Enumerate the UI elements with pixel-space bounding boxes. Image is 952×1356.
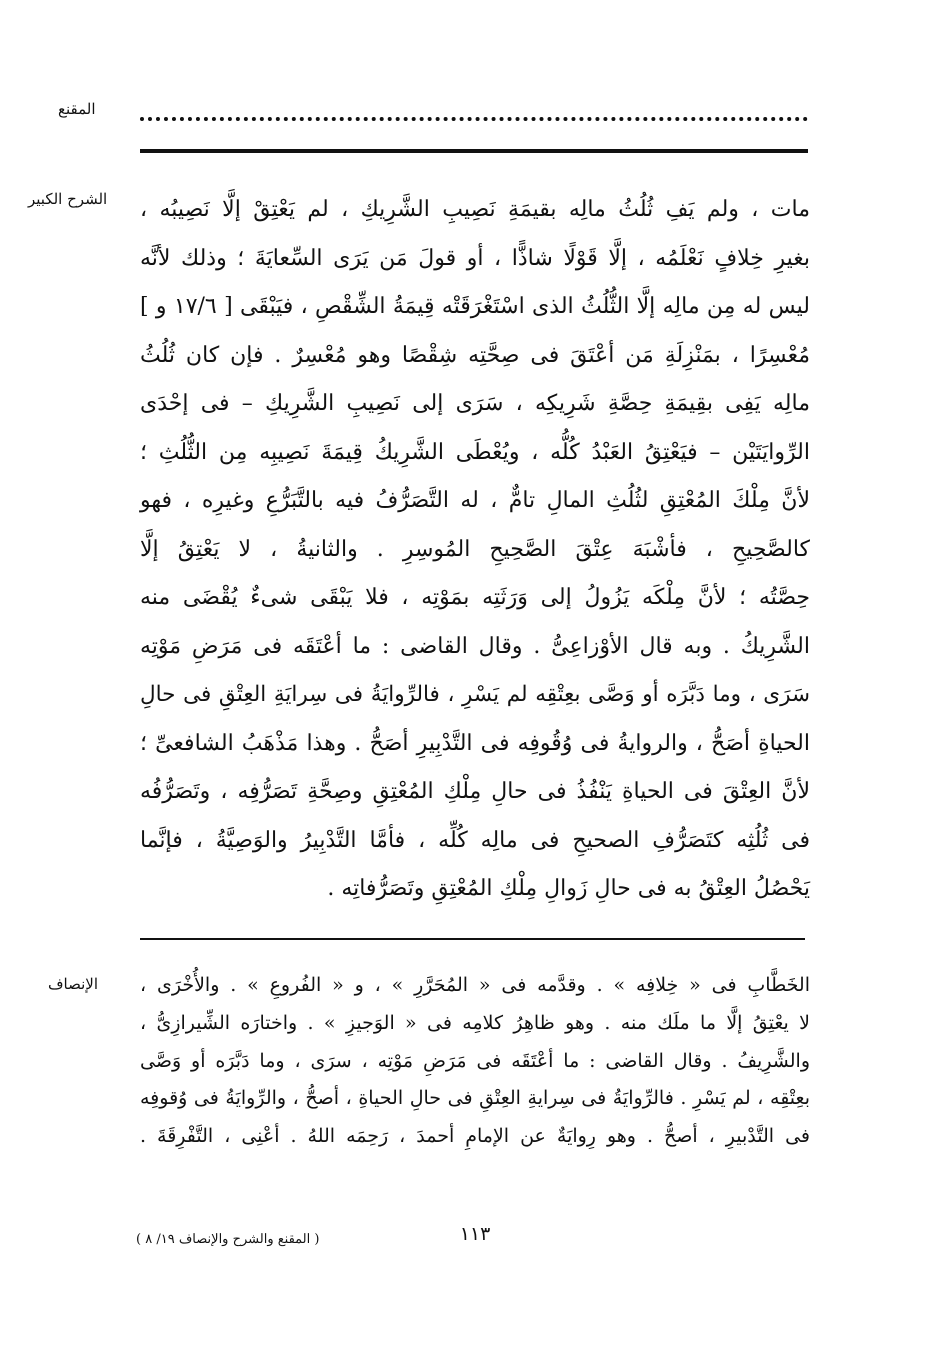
text-line: بعِتْقِه ، لم يَسْرِ . فالرِّوايَةُ فى سِرايةِ العِتْقِ فى حالِ الحياةِ ، أصحُّ ، والرِّوايَةُ فى وُقوفِه [140,1087,810,1110]
text-line: الشَّرِيكُ . وبه قال الأوْزاعِىُّ . وقال القاضى : ما أعْتَقَه فى مَرَضِ مَوْتِه [140,633,810,659]
text-line: لأنَّ مِلْكَ المُعْتِقِ لثُلُثِ المالِ تامٌّ ، له التَّصَرُّفُ فيه بالتَّبَرُّعِ وغيرِه ، فهو [140,488,810,513]
sharh-kabir-label: الشرح الكبير [28,190,108,208]
printer-signature: ( المقنع والشرح والإنصاف ١٩/ ٨ ) [136,1232,320,1247]
text-line: يَحْصُلُ العِتْقُ به فى حالِ زَوالِ مِلْكِ المُعْتِقِ وتَصَرُّفاتِه . [327,876,810,901]
text-line: مالِه يَفِى بقِيمَةِ حِصَّةِ شَرِيكِه ، سَرَى إلى نَصِيبِ الشَّرِيكِ – فى إحْدَى [140,391,810,416]
text-line: الخَطَّابِ فى « خِلافِه » . وقدَّمه فى « المُحَرَّرِ » ، و « الفُروعِ » . والأُخْرَى ، [140,974,810,996]
text-line: حِصَّتُه ؛ لأنَّ مِلْكَه يَزُولُ إلى وَرَثَتِه بمَوْتِه ، فلا يَبْقَى شىءٌ يُقْضَى منه [140,585,810,610]
text-line: لا يعْتِقُ إلَّا ما ملَك منه . وهو ظاهِرُ كلامِه فى « الوَجيزِ » . واختارَه الشِّيرازِىُّ ، [140,1011,810,1034]
text-line: ليس له مِن مالِه إلَّا الثُّلُثُ الذى اسْتَغْرَقَتْه قِيمَةُ الشِّقْصِ ، فيَبْقَى [ ١٧/٦ و ] [140,294,811,319]
text-line: مُعْسِرًا ، بمَنْزِلَةِ مَن أعْتَقَ فى صِحَّتِه شِقْصًا وهو مُعْسِرٌ . فإن كان ثُلُثُ [140,342,810,368]
text-line: لأنَّ العِتْقَ فى الحياةِ يَنْفُذُ فى حالِ مِلْكِ المُعْتِقِ وصِحَّةِ تَصَرُّفِه ، وتَصَرُّفُه [140,779,810,804]
text-line: مات ، ولم يَفِ ثُلُثُ مالِه بقيمَةِ نَصِيبِ الشَّرِيكِ ، لم يَعْتِقْ إلَّا نَصِيبُه ، [140,197,810,222]
text-line: سَرَى ، وما دَبَّرَه أو وَصَّى بعِتْقِه لم يَسْرِ ، فالرِّوايَةُ فى سِرايَةِ العِتْقِ فى حالِ [140,682,810,707]
sharh-kabir-text [140,186,810,914]
text-line: فى التَّدْبيرِ ، أصحُّ . وهو رِوايَةٌ عن الإمامِ أحمدَ ، رَحِمَه اللهُ . أعْنِى ، التَّفْرِقَةَ . [140,1125,810,1148]
page-number: ١١٣ [459,1223,491,1245]
header-thick-rule [140,149,808,153]
section-separator [140,938,805,940]
text-line: بغيرِ خِلافٍ نَعْلَمُه ، إلَّا قَوْلًا شاذًّا ، أو قولَ مَن يَرَى السِّعايَةَ ؛ وذلك لأنَّه [140,245,810,271]
text-line: فى ثُلُثِه كتَصَرُّفِ الصحيحِ فى مالِه كُلِّه ، فأمَّا التَّدْبِيرُ والوَصِيَّةُ ، فإنَّما [140,827,810,853]
text-line: الحياةِ أصَحُّ ، والروايةُ فى وُقُوفِه فى التَّدْبِيرِ أصَحُّ . وهذا مَذْهَبُ الشافعىِّ ؛ [140,730,810,756]
text-line: كالصَّحِيحِ ، فأشْبَهَ عِتْقَ الصَّحِيحِ المُوسِرِ . والثانيةُ ، لا يَعْتِقُ إلَّا [140,536,810,562]
insaf-text [140,967,810,1156]
header-dotted-rule [140,117,808,121]
book-title-header: المقنع [58,100,96,118]
insaf-label: الإنصاف [48,975,99,993]
text-line: الرِّوايَتَيْن – فيَعْتِقُ العَبْدُ كُلُّه ، ويُعْطَى الشَّرِيكُ قِيمَةَ نَصِيبِه مِن الثُّلُثِ ؛ [140,439,810,465]
text-line: والشَّرِيفُ . وقال القاضى : ما أعْتَقَه فى مَرَضِ مَوْتِه ، سرَى ، وما دَبَّرَه أو وَصَّى [140,1049,810,1072]
